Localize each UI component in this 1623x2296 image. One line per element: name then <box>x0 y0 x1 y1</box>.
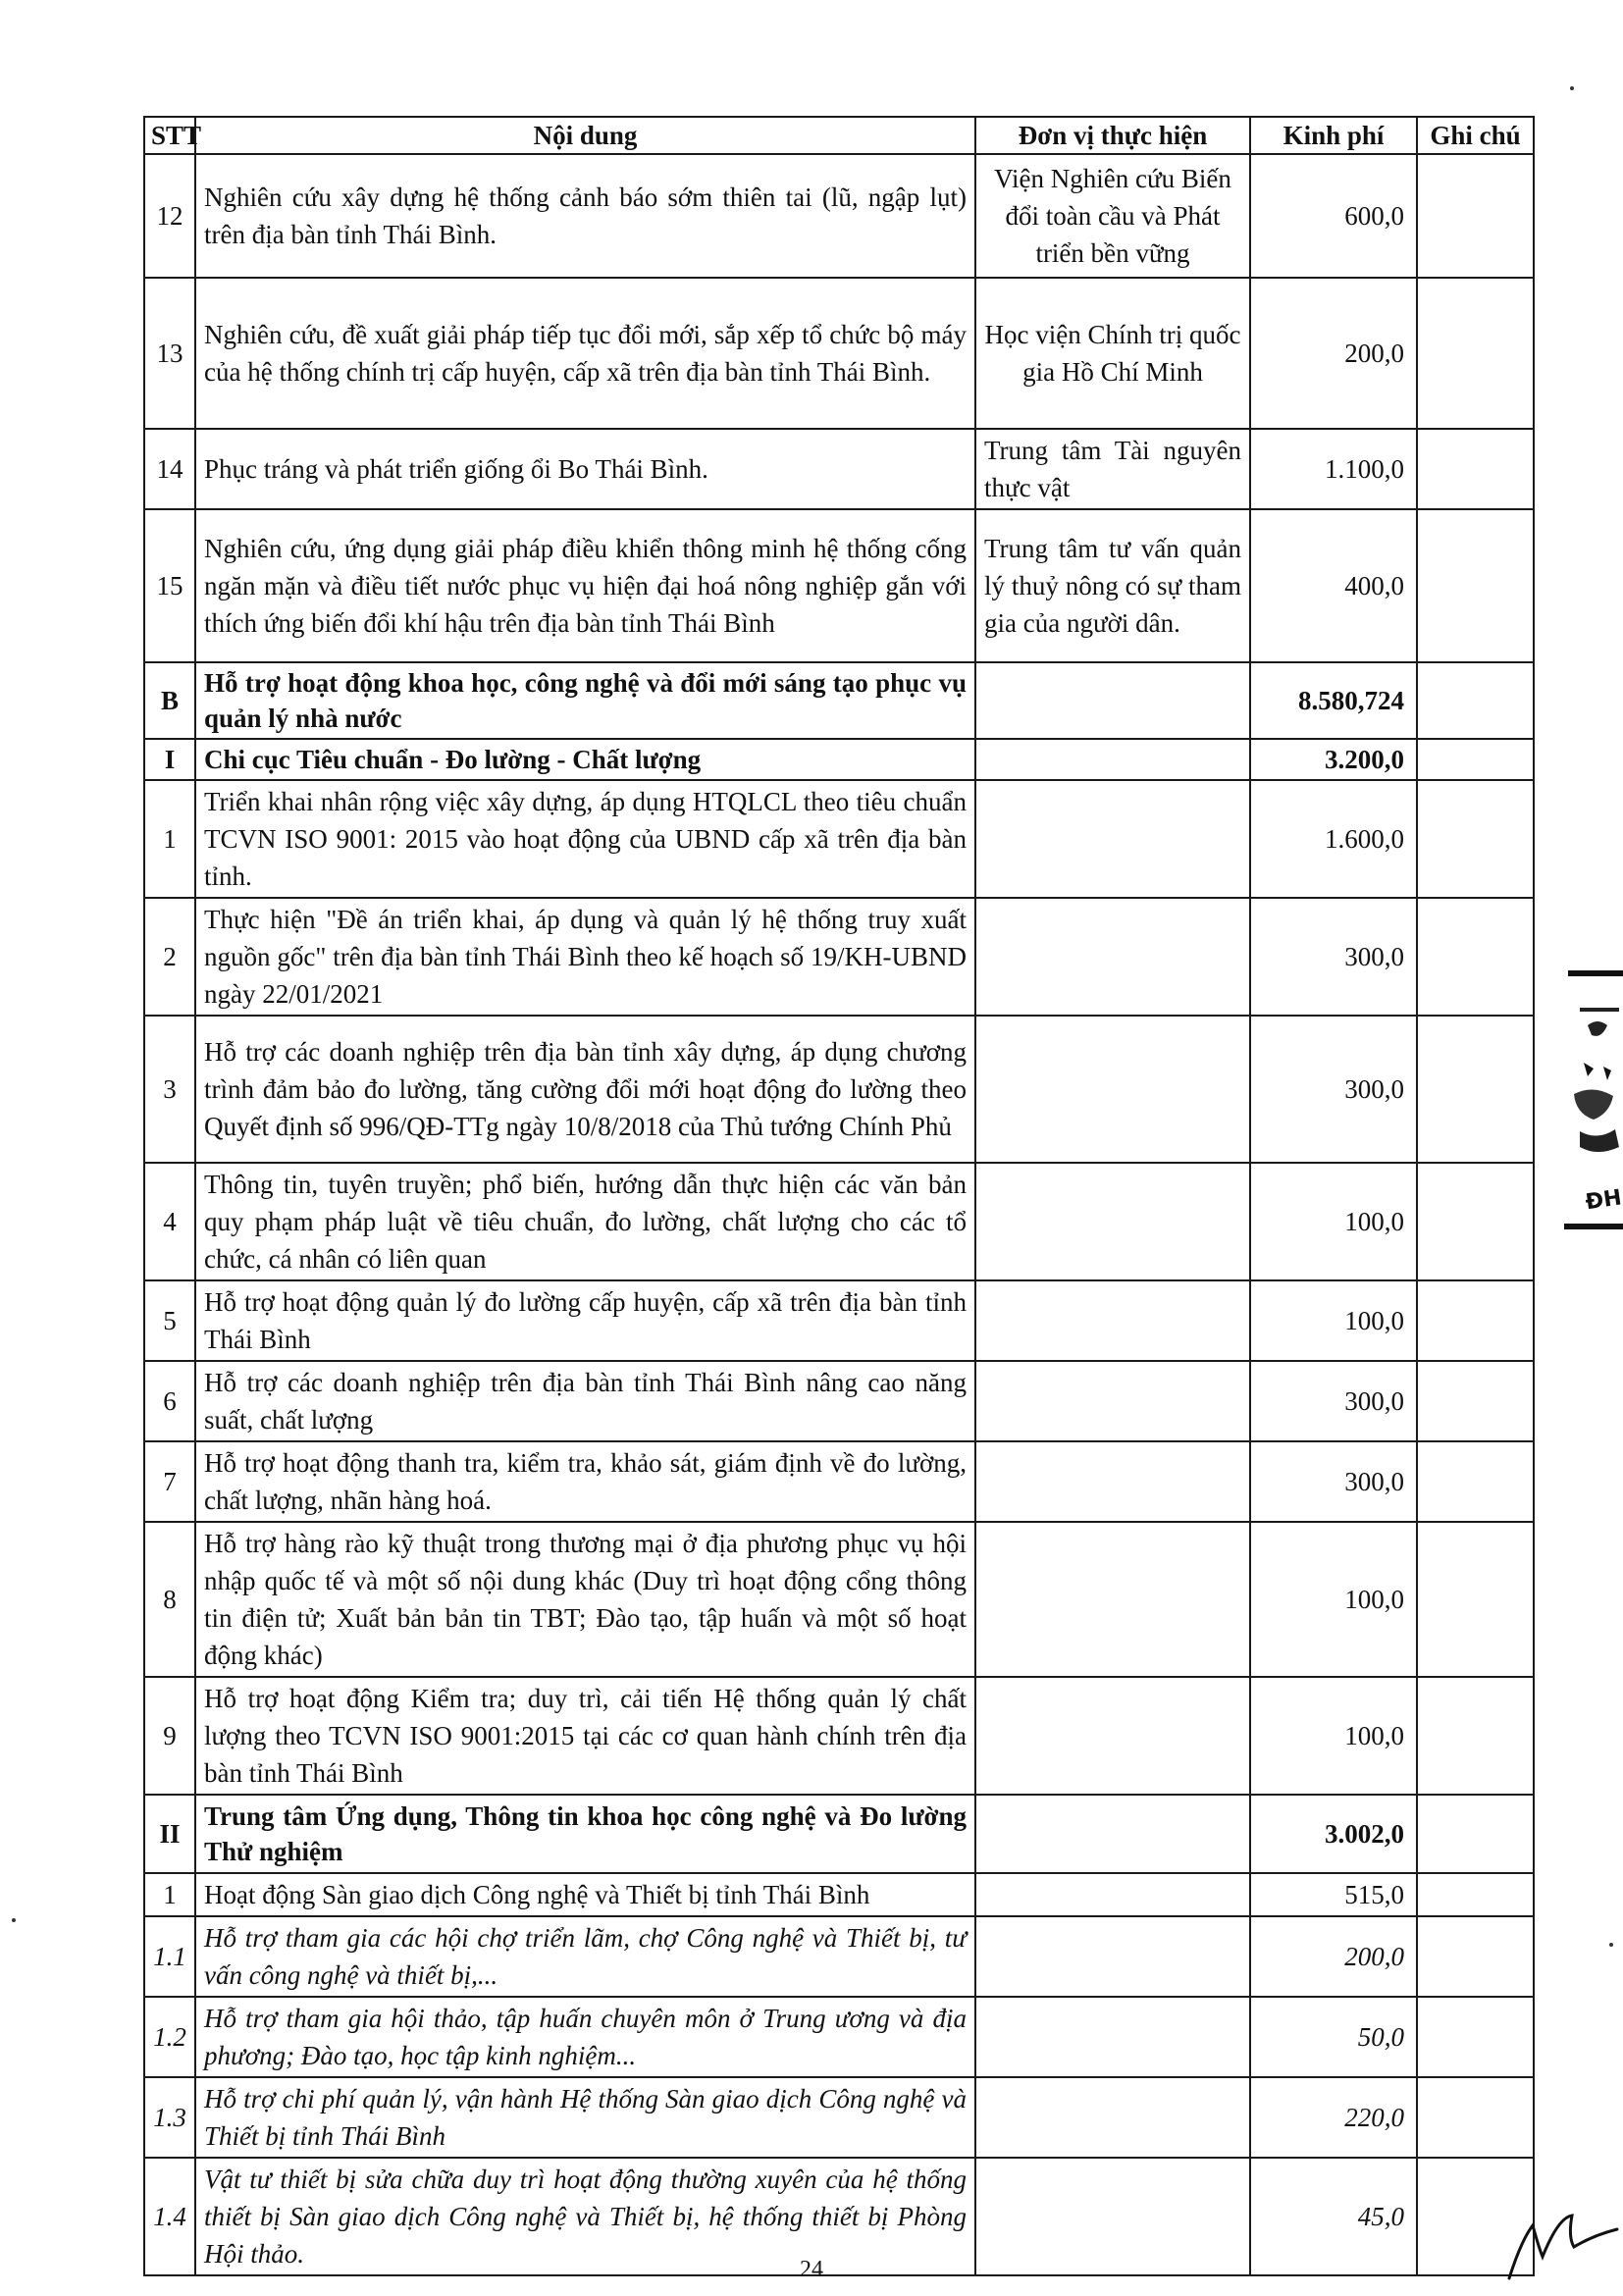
table-row <box>144 509 1534 662</box>
cell-stt: 5 <box>144 1280 195 1361</box>
cell-cost: 600,0 <box>1250 154 1417 278</box>
cell-content: Vật tư thiết bị sửa chữa duy trì hoạt động thường xuyên của hệ thống thiết bị Sàn giao dịch Công nghệ và Thiết bị, hệ thống thiết bị Phòng Hội thảo. <box>195 2158 975 2275</box>
cell-content: Hỗ trợ các doanh nghiệp trên địa bàn tỉnh Thái Bình nâng cao năng suất, chất lượng <box>195 1361 975 1441</box>
cell-stt: I <box>144 739 195 780</box>
cell-note <box>1417 1280 1534 1361</box>
cell-unit <box>975 1280 1250 1361</box>
subitem-row <box>144 2077 1534 2158</box>
table-row <box>144 1873 1534 1916</box>
cell-stt: 14 <box>144 429 195 509</box>
cell-cost: 220,0 <box>1250 2077 1417 2158</box>
cell-stt: 1 <box>144 780 195 898</box>
cell-content: Phục tráng và phát triển giống ổi Bo Thái Bình. <box>195 429 975 509</box>
cell-cost: 50,0 <box>1250 1997 1417 2077</box>
table-row <box>144 1361 1534 1441</box>
table-row <box>144 1522 1534 1677</box>
cell-note <box>1417 739 1534 780</box>
subitem-row <box>144 1916 1534 1997</box>
cell-stt: 6 <box>144 1361 195 1441</box>
header-unit: Đơn vị thực hiện <box>975 117 1250 154</box>
cell-cost: 100,0 <box>1250 1522 1417 1677</box>
cell-note <box>1417 154 1534 278</box>
cell-content: Thực hiện "Đề án triển khai, áp dụng và quản lý hệ thống truy xuất nguồn gốc" trên địa bàn tỉnh Thái Bình theo kế hoạch số 19/KH-UBND ngày 22/01/2021 <box>195 898 975 1016</box>
table-row <box>144 1280 1534 1361</box>
table-header-row <box>144 117 1534 154</box>
cell-unit <box>975 2077 1250 2158</box>
cell-unit: Viện Nghiên cứu Biến đổi toàn cầu và Phát triển bền vững <box>975 154 1250 278</box>
cell-stt: 3 <box>144 1016 195 1163</box>
section-row <box>144 662 1534 739</box>
cell-content: Hỗ trợ tham gia các hội chợ triển lãm, chợ Công nghệ và Thiết bị, tư vấn công nghệ và thiết bị,... <box>195 1916 975 1997</box>
table-row <box>144 898 1534 1016</box>
cell-unit <box>975 1916 1250 1997</box>
cell-unit <box>975 1677 1250 1795</box>
cell-unit <box>975 1163 1250 1280</box>
cell-unit: Trung tâm tư vấn quản lý thuỷ nông có sự tham gia của người dân. <box>975 509 1250 662</box>
cell-unit: Trung tâm Tài nguyên thực vật <box>975 429 1250 509</box>
cell-note <box>1417 429 1534 509</box>
cell-note <box>1417 1361 1534 1441</box>
table-row <box>144 278 1534 429</box>
cell-note <box>1417 509 1534 662</box>
section-row <box>144 1795 1534 1873</box>
cell-note <box>1417 1677 1534 1795</box>
subitem-row <box>144 1997 1534 2077</box>
cell-stt: 1.3 <box>144 2077 195 2158</box>
budget-table <box>143 116 1535 2276</box>
cell-note <box>1417 2077 1534 2158</box>
table-row <box>144 780 1534 898</box>
cell-content: Hỗ trợ hoạt động quản lý đo lường cấp huyện, cấp xã trên địa bàn tỉnh Thái Bình <box>195 1280 975 1361</box>
cell-unit <box>975 1016 1250 1163</box>
cell-unit <box>975 662 1250 739</box>
cell-note <box>1417 1997 1534 2077</box>
budget-table-sheet <box>143 116 1533 2276</box>
header-content: Nội dung <box>195 117 975 154</box>
cell-cost: 3.002,0 <box>1250 1795 1417 1873</box>
cell-cost: 1.600,0 <box>1250 780 1417 898</box>
cell-note <box>1417 1873 1534 1916</box>
scan-speck <box>1570 86 1574 90</box>
cell-cost: 8.580,724 <box>1250 662 1417 739</box>
cell-stt: 4 <box>144 1163 195 1280</box>
cell-stt: 1 <box>144 1873 195 1916</box>
cell-content: Nghiên cứu, ứng dụng giải pháp điều khiển thông minh hệ thống cống ngăn mặn và điều tiết nước phục vụ hiện đại hoá nông nghiệp gắn với thích ứng biến đổi khí hậu trên địa bàn tỉnh Thái Bình <box>195 509 975 662</box>
cell-content: Triển khai nhân rộng việc xây dựng, áp dụng HTQLCL theo tiêu chuẩn TCVN ISO 9001: 2015 vào hoạt động của UBND cấp xã trên địa bàn tỉnh. <box>195 780 975 898</box>
cell-content: Nghiên cứu, đề xuất giải pháp tiếp tục đổi mới, sắp xếp tổ chức bộ máy của hệ thống chính trị cấp huyện, cấp xã trên địa bàn tỉnh Thái Bình. <box>195 278 975 429</box>
cell-unit <box>975 780 1250 898</box>
table-row <box>144 154 1534 278</box>
cell-cost: 3.200,0 <box>1250 739 1417 780</box>
cell-cost: 45,0 <box>1250 2158 1417 2275</box>
cell-stt: 1.1 <box>144 1916 195 1997</box>
cell-stt: 8 <box>144 1522 195 1677</box>
cell-content: Hỗ trợ tham gia hội thảo, tập huấn chuyên môn ở Trung ương và địa phương; Đào tạo, học tập kinh nghiệm... <box>195 1997 975 2077</box>
table-row <box>144 1677 1534 1795</box>
cell-unit <box>975 1361 1250 1441</box>
table-row <box>144 1163 1534 1280</box>
cell-unit <box>975 1441 1250 1522</box>
cell-cost: 200,0 <box>1250 1916 1417 1997</box>
cell-content: Hỗ trợ hoạt động khoa học, công nghệ và đổi mới sáng tạo phục vụ quản lý nhà nước <box>195 662 975 739</box>
cell-cost: 300,0 <box>1250 1441 1417 1522</box>
cell-content: Hỗ trợ các doanh nghiệp trên địa bàn tỉnh xây dựng, áp dụng chương trình đảm bảo đo lường, tăng cường đổi mới hoạt động đo lường theo Quyết định số 996/QĐ-TTg ngày 10/8/2018 của Thủ tướng Chính Phủ <box>195 1016 975 1163</box>
cell-content: Hỗ trợ hàng rào kỹ thuật trong thương mại ở địa phương phục vụ hội nhập quốc tế và một số nội dung khác (Duy trì hoạt động cổng thông tin điện tử; Xuất bản bản tin TBT; Đào tạo, tập huấn và một số hoạt động khác) <box>195 1522 975 1677</box>
cell-cost: 100,0 <box>1250 1677 1417 1795</box>
cell-stt: 1.4 <box>144 2158 195 2275</box>
cell-stt: 15 <box>144 509 195 662</box>
header-note: Ghi chú <box>1417 117 1534 154</box>
header-stt: STT <box>144 117 195 154</box>
cell-unit <box>975 1873 1250 1916</box>
cell-content: Chi cục Tiêu chuẩn - Đo lường - Chất lượng <box>195 739 975 780</box>
cell-stt: B <box>144 662 195 739</box>
cell-stt: 7 <box>144 1441 195 1522</box>
cell-note <box>1417 1163 1534 1280</box>
cell-content: Nghiên cứu xây dựng hệ thống cảnh báo sớm thiên tai (lũ, ngập lụt) trên địa bàn tỉnh Thái Bình. <box>195 154 975 278</box>
official-seal-fragment <box>1560 957 1623 1280</box>
cell-note <box>1417 1441 1534 1522</box>
cell-content: Hoạt động Sàn giao dịch Công nghệ và Thiết bị tỉnh Thái Bình <box>195 1873 975 1916</box>
cell-note <box>1417 1522 1534 1677</box>
cell-cost: 300,0 <box>1250 898 1417 1016</box>
cell-content: Hỗ trợ hoạt động thanh tra, kiểm tra, khảo sát, giám định về đo lường, chất lượng, nhãn hàng hoá. <box>195 1441 975 1522</box>
scan-speck <box>1609 1943 1613 1947</box>
svg-text:ĐH: ĐH <box>1584 1185 1623 1216</box>
cell-cost: 100,0 <box>1250 1163 1417 1280</box>
cell-content: Trung tâm Ứng dụng, Thông tin khoa học công nghệ và Đo lường Thử nghiệm <box>195 1795 975 1873</box>
cell-unit <box>975 1795 1250 1873</box>
table-row <box>144 1016 1534 1163</box>
cell-note <box>1417 1795 1534 1873</box>
cell-note <box>1417 278 1534 429</box>
cell-cost: 200,0 <box>1250 278 1417 429</box>
cell-content: Hỗ trợ hoạt động Kiểm tra; duy trì, cải tiến Hệ thống quản lý chất lượng theo TCVN ISO 9001:2015 tại các cơ quan hành chính trên địa bàn tỉnh Thái Bình <box>195 1677 975 1795</box>
cell-unit: Học viện Chính trị quốc gia Hồ Chí Minh <box>975 278 1250 429</box>
cell-cost: 300,0 <box>1250 1361 1417 1441</box>
table-row <box>144 429 1534 509</box>
cell-note <box>1417 1016 1534 1163</box>
cell-note <box>1417 1916 1534 1997</box>
cell-stt: 1.2 <box>144 1997 195 2077</box>
cell-stt: 2 <box>144 898 195 1016</box>
cell-cost: 100,0 <box>1250 1280 1417 1361</box>
cell-cost: 300,0 <box>1250 1016 1417 1163</box>
cell-content: Hỗ trợ chi phí quản lý, vận hành Hệ thống Sàn giao dịch Công nghệ và Thiết bị tỉnh Thái Bình <box>195 2077 975 2158</box>
cell-unit <box>975 739 1250 780</box>
cell-note <box>1417 662 1534 739</box>
cell-stt: II <box>144 1795 195 1873</box>
cell-note <box>1417 780 1534 898</box>
table-row <box>144 1441 1534 1522</box>
cell-cost: 1.100,0 <box>1250 429 1417 509</box>
cell-stt: 9 <box>144 1677 195 1795</box>
cell-unit <box>975 1997 1250 2077</box>
cell-note <box>1417 898 1534 1016</box>
cell-content: Thông tin, tuyên truyền; phổ biến, hướng dẫn thực hiện các văn bản quy phạm pháp luật về tiêu chuẩn, đo lường, chất lượng cho các tổ chức, cá nhân có liên quan <box>195 1163 975 1280</box>
page-number: 24 <box>800 2257 823 2282</box>
cell-stt: 13 <box>144 278 195 429</box>
header-cost: Kinh phí <box>1250 117 1417 154</box>
cell-unit <box>975 1522 1250 1677</box>
section-row <box>144 739 1534 780</box>
scan-speck <box>12 1918 16 1922</box>
cell-stt: 12 <box>144 154 195 278</box>
cell-unit <box>975 898 1250 1016</box>
cell-cost: 515,0 <box>1250 1873 1417 1916</box>
cell-cost: 400,0 <box>1250 509 1417 662</box>
